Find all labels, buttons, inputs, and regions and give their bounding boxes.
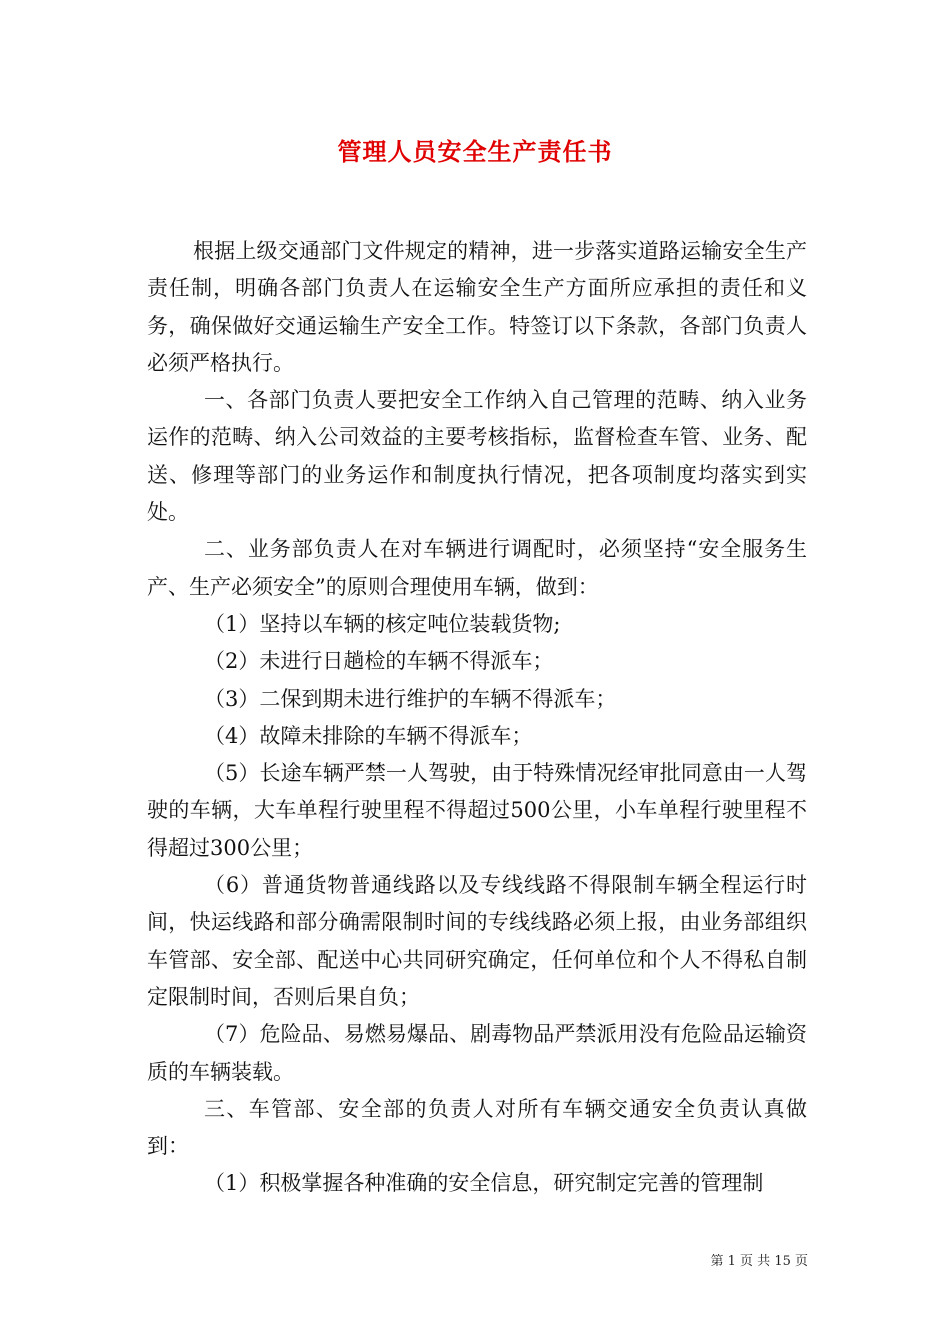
clause-2: 二、业务部负责人在对车辆进行调配时，必须坚持“安全服务生产、生产必须安全”的原则合理使用车辆，做到： [147,537,807,599]
clause-3-item-1: （1）积极掌握各种准确的安全信息，研究制定完善的管理制 [204,1171,764,1196]
document-body [147,233,807,1203]
clause-2-item-2: （2）未进行日趟检的车辆不得派车； [204,649,554,674]
clause-1: 一、各部门负责人要把安全工作纳入自己管理的范畴、纳入业务运作的范畴、纳入公司效益的主要考核指标，监督检查车管、业务、配送、修理等部门的业务运作和制度执行情况，把各项制度均落实到实处。 [147,388,807,525]
page-indicator: 第 1 页 共 15 页 [710,1254,808,1269]
clause-2-item-6: （6）普通货物普通线路以及专线线路不得限制车辆全程运行时间，快运线路和部分确需限制时间的专线线路必须上报，由业务部组织车管部、安全部、配送中心共同研究确定，任何单位和个人不得私自制定限制时间，否则后果自负； [147,873,807,1009]
clause-2-item-4: （4）故障未排除的车辆不得派车； [204,723,533,748]
clause-3: 三、车管部、安全部的负责人对所有车辆交通安全负责认真做到： [147,1096,807,1159]
clause-2-item-5: （5）长途车辆严禁一人驾驶，由于特殊情况经审批同意由一人驾驶的车辆，大车单程行驶里程不得超过500公里，小车单程行驶里程不得超过300公里； [147,761,807,860]
clause-2-item-7: （7）危险品、易燃易爆品、剧毒物品严禁派用没有危险品运输资质的车辆装载。 [147,1022,807,1084]
clause-2-item-1: （1）坚持以车辆的核定吨位装载货物; [204,611,561,636]
intro-paragraph: 根据上级交通部门文件规定的精神，进一步落实道路运输安全生产责任制，明确各部门负责人在运输安全生产方面所应承担的责任和义务，确保做好交通运输生产安全工作。特签订以下条款，各部门负责人必须严格执行。 [147,239,807,375]
clause-2-item-3: （3）二保到期未进行维护的车辆不得派车； [204,686,617,711]
document-title: 管理人员安全生产责任书 [337,137,613,166]
